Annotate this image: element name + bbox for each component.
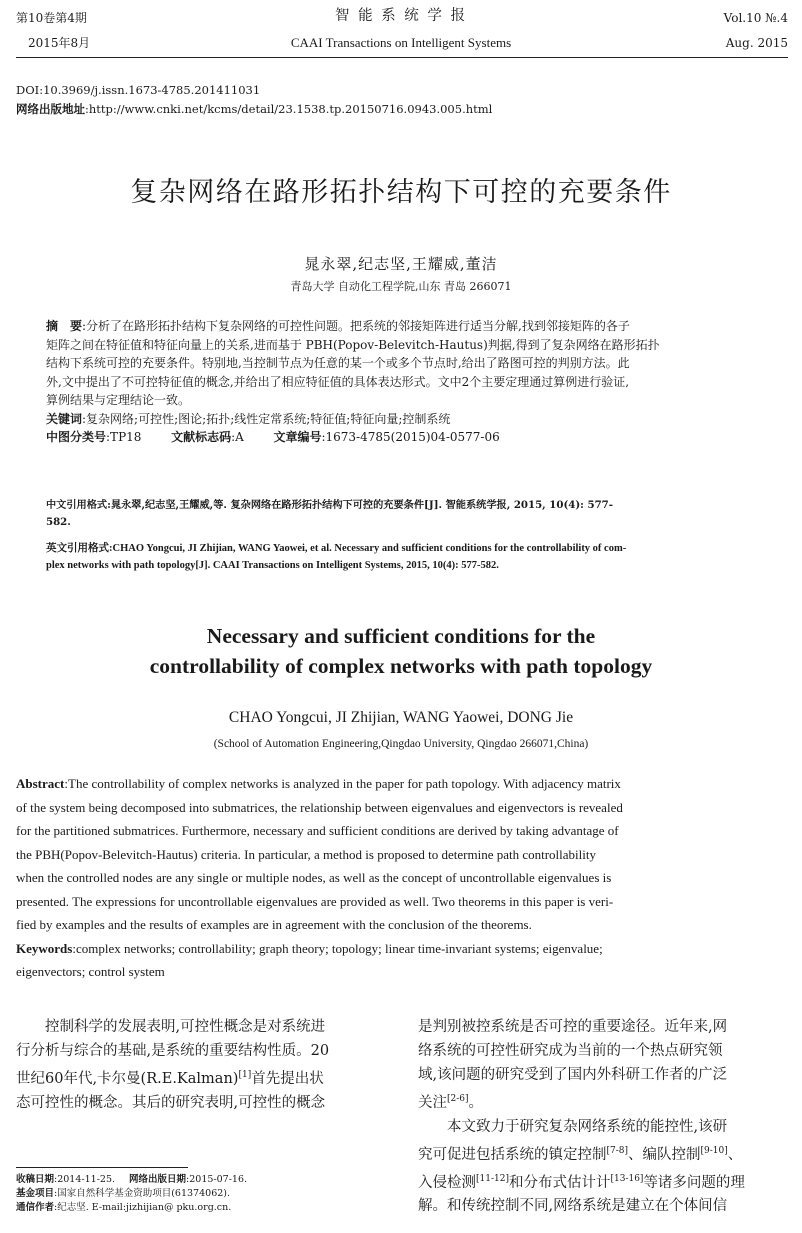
abstract-zh-line: 结构下系统可控的充要条件。特别地,当控制节点为任意的某一个或多个节点时,给出了路图可控的判别方法。此 xyxy=(46,356,630,370)
keywords-zh: 关键词:复杂网络;可控性;图论;拓扑;线性定常系统;特征值;特征向量;控制系统 xyxy=(46,411,451,426)
authors-zh: 晁永翠,纪志坚,王耀威,董洁 xyxy=(304,255,498,273)
abstract-zh-line: 算例结果与定理结论一致。 xyxy=(46,393,191,407)
online-label: 网络出版地址 xyxy=(16,102,85,116)
header-rule xyxy=(16,57,788,58)
title-zh: 复杂网络在路形拓扑结构下可控的充要条件 xyxy=(130,177,672,208)
header-vol-en: Vol.10 №.4 xyxy=(723,11,788,25)
citation-zh: 中文引用格式:晁永翠,纪志坚,王耀威,等. 复杂网络在路形拓扑结构下可控的充要条件[J]. 智能系统学报, 2015, 10(4): 577- 582. xyxy=(46,499,613,528)
doi: DOI:10.3969/j.issn.1673-4785.201411031 xyxy=(16,83,261,97)
header-journal-en: CAAI Transactions on Intelligent Systems xyxy=(290,35,512,50)
keywords-zh-label: 关键词 xyxy=(46,411,83,426)
affiliation-zh: 青岛大学 自动化工程学院,山东 青岛 266071 xyxy=(290,280,512,293)
abstract-zh xyxy=(46,317,758,447)
online-url[interactable]: :http://www.cnki.net/kcms/detail/23.1538.tp.20150716.0943.005.html xyxy=(85,102,493,116)
header-date-en: Aug. 2015 xyxy=(725,36,788,50)
authors-en: CHAO Yongcui, JI Zhijian, WANG Yaowei, DONG Jie xyxy=(228,709,574,726)
citation-ref[interactable]: [2-6] xyxy=(447,1094,469,1104)
online-address xyxy=(16,101,492,117)
keywords-en-label: Keywords xyxy=(16,940,73,956)
citation-ref[interactable]: [7-8] xyxy=(606,1145,629,1156)
abstract-en: Abstract:The controllability of complex networks is analyzed in the paper for path topology. With adjacency matrix of the system being decomposed into submatrices, the relationship between eigenvalues and eigenvectors is revealed for the partitioned submatrices. Furthermore, necessary and sufficient conditions are derived by taking advantage of the PBH(Popov-Belevitch-Hautus) criteria. In particular, a method is proposed to determine path controllability when the controlled nodes are any single or multiple nodes, as well as the concept of uncontrollable eigenvalues is presented. The expressions for uncontrollable eigenvalues are provided as well. Two theorems in this paper is veri- fied by examples and the results of examples are in agreement with the conclusion of the theorems. Keywords:complex networks; controllability; graph theory; topology; linear time-invariant systems; eigenvalue; eigenvectors; control system xyxy=(16,772,788,984)
citation-ref[interactable]: [13-16] xyxy=(610,1173,644,1184)
footnote-rule xyxy=(16,1167,188,1168)
abstract-zh-label: 摘 要 xyxy=(46,319,83,333)
body-left-column: 控制科学的发展表明,可控性概念是对系统进 行分析与综合的基础,是系统的重要结构性质。20 世纪60年代,卡尔曼(R.E.Kalman)[1]首先提出状 态可控性的概念。其后的研究表明,可控性的概念 xyxy=(16,1019,330,1111)
keywords-en: Keywords:complex networks; controllability; graph theory; topology; linear time-invariant systems; eigenvalue; xyxy=(16,940,603,956)
abstract-zh-line: 矩阵之间在特征值和特征向量上的关系,进而基于 PBH(Popov-Belevitch-Hautus)判据,得到了复杂网络在路形拓扑 xyxy=(46,337,660,352)
title-en: Necessary and sufficient conditions for the controllability of complex networks with path topology xyxy=(149,624,653,678)
header-journal-zh: 智 能 系 统 学 报 xyxy=(334,8,468,24)
abstract-zh-line: 外,文中提出了不可控特征值的概念,并给出了相应特征值的具体表达形式。文中2个主要定理通过算例进行验证, xyxy=(46,374,630,389)
body-right-column: 是判别被控系统是否可控的重要途径。近年来,网 络系统的可控性研究成为当前的一个热点研究领 域,该问题的研究受到了国内外科研工作者的广泛 关注[2-6]。 本文致力于研究复杂网络系统的能控性,该研 究可促进包括系统的镇定控制[7-8]、编队控制[9-10]、 入侵检测[11-12]和分布式估计计[13-16]等诸多问题的理 解。和传统控制不同,网络系统是建立在个体间信 xyxy=(418,1019,745,1215)
abstract-zh-line: 摘 要:分析了在路形拓扑结构下复杂网络的可控性问题。把系统的邻接矩阵进行适当分解,找到邻接矩阵的各子 xyxy=(46,319,630,333)
abstract-en-label: Abstract xyxy=(16,776,65,791)
citation-ref[interactable]: [1] xyxy=(238,1070,252,1080)
citation-en: 英文引用格式:CHAO Yongcui, JI Zhijian, WANG Yaowei, et al. Necessary and sufficient conditions for the controllability of com- plex networks with path topology[J]. CAAI Transactions on Intelligent Systems, 2015, 10(4): 577-582. xyxy=(46,543,627,571)
citation-ref[interactable]: [11-12] xyxy=(476,1173,509,1184)
citation-ref[interactable]: [9-10] xyxy=(700,1145,728,1156)
header-volume-issue: 第10卷第4期 xyxy=(16,11,87,25)
header-date-zh: 2015年8月 xyxy=(28,36,91,50)
footnote: 收稿日期:2014-11-25. 网络出版日期:2015-07-16. 基金项目:国家自然科学基金资助项目(61374062). 通信作者:纪志坚. E-mail:jizhijian@ pku.org.cn. xyxy=(16,1174,248,1213)
classification-line: 中图分类号:TP18 文献标志码:A 文章编号:1673-4785(2015)04-0577-06 xyxy=(46,430,500,444)
affiliation-en: (School of Automation Engineering,Qingdao University, Qingdao 266071,China) xyxy=(213,738,589,750)
